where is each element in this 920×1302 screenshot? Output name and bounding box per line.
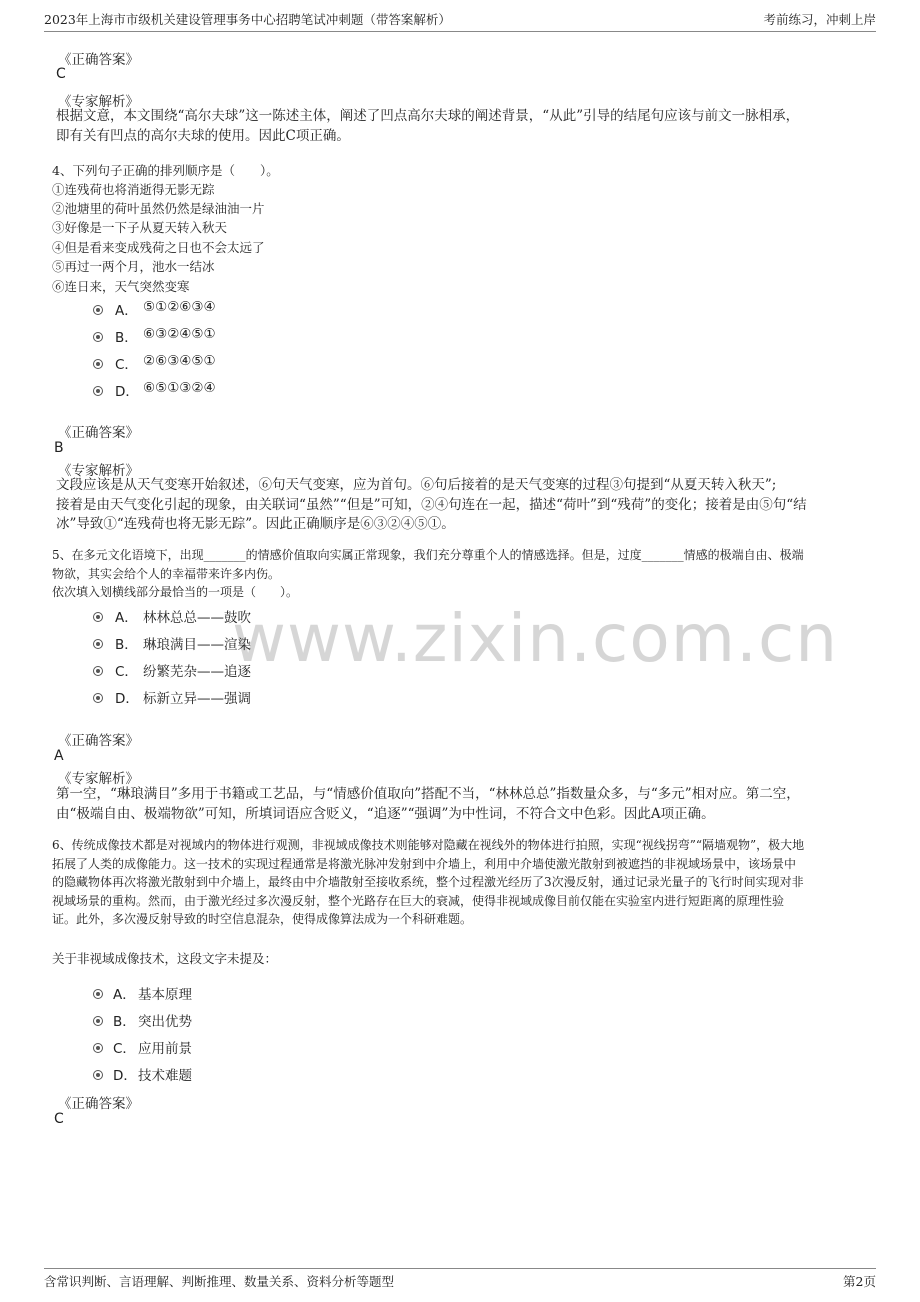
question-4-stem: 4、下列句子正确的排列顺序是（ ）。: [52, 163, 279, 178]
sentence-item: ⑥连日来，天气突然变寒: [52, 279, 190, 294]
radio-icon[interactable]: [93, 1043, 103, 1053]
radio-icon[interactable]: [93, 1070, 103, 1080]
answer-label: 《正确答案》: [58, 425, 139, 441]
question-5-stem: 5、在多元文化语境下，出现_______的情感价值取向实属正常现象，我们充分尊重个人的情感选择。但是，过度_______情感的极端自由、极端 物欲，其实会给个人的幸福带来许多内伤。 依次填入划横线部分最恰当的一项是（ ）。: [52, 548, 804, 599]
sentence-item: ②池塘里的荷叶虽然仍然是绿油油一片: [52, 201, 265, 216]
radio-icon[interactable]: [93, 693, 103, 703]
header-title: 2023年上海市市级机关建设管理事务中心招聘笔试冲刺题（带答案解析）: [44, 12, 451, 27]
header-slogan: 考前练习，冲刺上岸: [763, 12, 876, 27]
radio-icon[interactable]: [93, 639, 103, 649]
analysis-label: 《专家解析》: [58, 94, 139, 110]
radio-icon[interactable]: [93, 1016, 103, 1026]
page-footer: [44, 1272, 876, 1292]
sentence-item: ①连残荷也将消逝得无影无踪: [52, 182, 215, 197]
watermark: www.zixin.com.cn: [232, 600, 839, 677]
analysis-label: 《专家解析》: [58, 771, 139, 787]
sentence-item: ⑤再过一两个月，池水一结冰: [52, 259, 215, 274]
radio-icon[interactable]: [93, 305, 103, 315]
sentence-item: ③好像是一下子从夏天转入秋天: [52, 220, 228, 235]
radio-icon[interactable]: [93, 332, 103, 342]
answer-label: 《正确答案》: [58, 1096, 139, 1112]
answer-value: C: [56, 66, 66, 82]
answer-value: B: [54, 440, 64, 456]
analysis-text: 文段应该是从天气变寒开始叙述，⑥句天气变寒，应为首句。⑥句后接着的是天气变寒的过程③句提到“从夏天转入秋天”; 接着是由天气变化引起的现象，由关联词“虽然”“但是”可知，②④句连在一起，描述“荷叶”到“残荷”的变化；接着是由⑤句“结 冰”导致①“连残荷也将无影无踪”。因此正确顺序是⑥③②④⑤①。: [56, 477, 807, 532]
page-header: [44, 10, 876, 30]
question-6-prompt: 关于非视域成像技术，这段文字未提及：: [52, 951, 278, 966]
header-divider: [44, 31, 876, 32]
radio-icon[interactable]: [93, 666, 103, 676]
radio-icon[interactable]: [93, 359, 103, 369]
sentence-item: ④但是看来变成残荷之日也不会太远了: [52, 240, 265, 255]
radio-icon[interactable]: [93, 989, 103, 999]
footer-note: 含常识判断、言语理解、判断推理、数量关系、资料分析等题型: [44, 1274, 395, 1289]
answer-label: 《正确答案》: [58, 52, 139, 68]
answer-value: C: [54, 1111, 64, 1127]
analysis-label: 《专家解析》: [58, 463, 139, 479]
radio-icon[interactable]: [93, 386, 103, 396]
question-6-passage: 6、传统成像技术都是对视域内的物体进行观测，非视域成像技术则能够对隐藏在视线外的物体进行拍照，实现“视线拐弯”“隔墙观物”，极大地 拓展了人类的成像能力。这一技术的实现过程通常是将激光脉冲发射到中介墙上，利用中介墙使激光散射到被遮挡的非视域场景中，该场景中 的隐藏物体再次将激光散射到中介墙上，最终由中介墙散射至接收系统，整个过程激光经历了3次漫反射，通过记录光量子的飞行时间实现对非 视域场景的重构。然而，由于激光经过多次漫反射，整个光路存在巨大的衰减，使得非视域成像目前仅能在实验室内进行短距离的原理性验 证。此外，多次漫反射导致的时空信息混杂，使得成像算法成为一个科研难题。: [52, 838, 805, 926]
page-number: 第2页: [843, 1274, 876, 1289]
answer-value: A: [54, 748, 64, 764]
answer-label: 《正确答案》: [58, 733, 139, 749]
analysis-text: 根据文意，本文围绕“高尔夫球”这一陈述主体，阐述了凹点高尔夫球的阐述背景，“从此”引导的结尾句应该与前文一脉相承， 即有关有凹点的高尔夫球的使用。因此C项正确。: [56, 108, 800, 144]
analysis-text: 第一空，“琳琅满目”多用于书籍或工艺品，与“情感价值取向”搭配不当，“林林总总”指数量众多，与“多元”相对应。第二空， 由“极端自由、极端物欲”可知，所填词语应含贬义，“追逐”“强调”为中性词，不符合文中色彩。因此A项正确。: [56, 786, 800, 822]
radio-icon[interactable]: [93, 612, 103, 622]
footer-divider: [44, 1268, 876, 1269]
